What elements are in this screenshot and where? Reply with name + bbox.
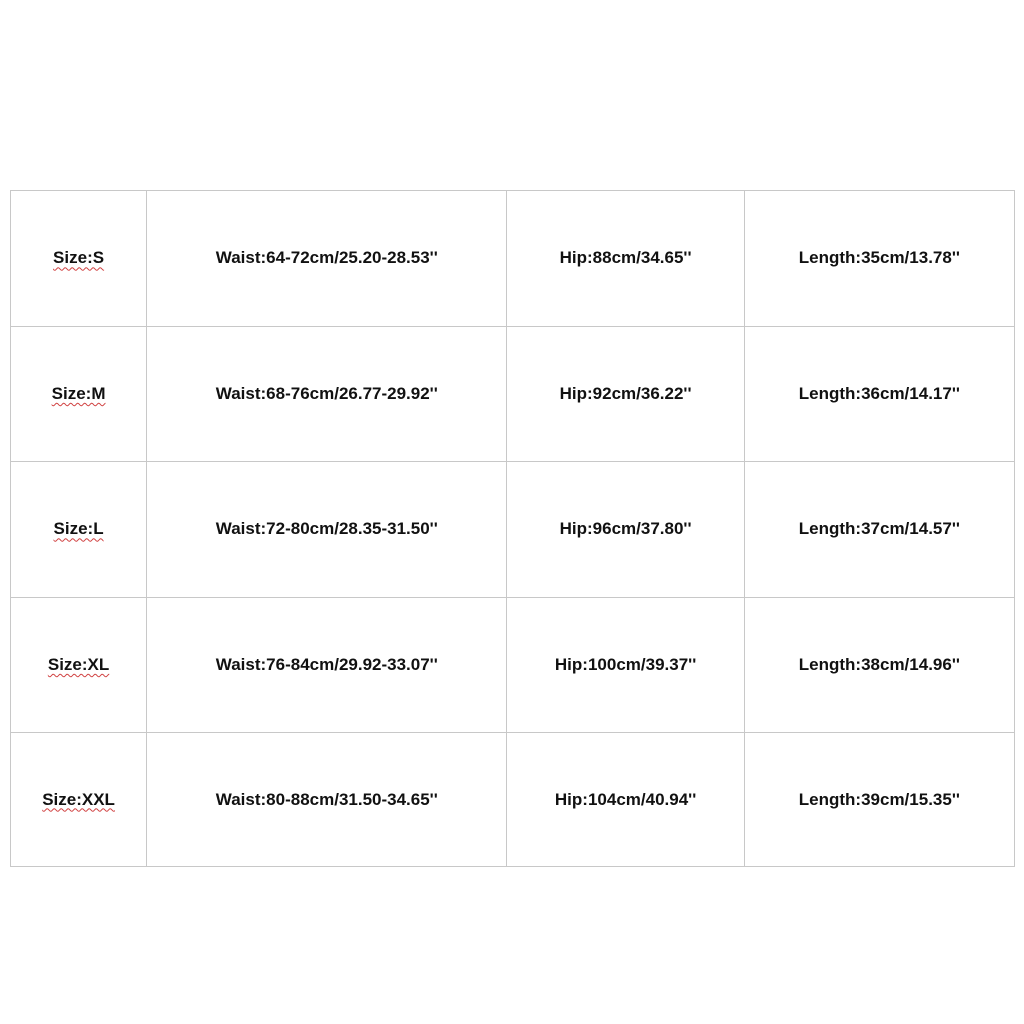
size-label: Size:S — [53, 248, 105, 268]
size-cell — [11, 191, 147, 327]
size-row-m — [11, 326, 1015, 462]
hip-cell: Hip:104cm/40.94'' — [507, 733, 744, 867]
waist-cell: Waist:64-72cm/25.20-28.53'' — [147, 191, 507, 327]
hip-cell: Hip:92cm/36.22'' — [507, 326, 744, 462]
size-row-s — [11, 191, 1015, 327]
size-row-xl — [11, 597, 1015, 733]
length-cell: Length:38cm/14.96'' — [744, 597, 1014, 733]
size-label: Size:XXL — [42, 789, 115, 809]
waist-cell: Waist:68-76cm/26.77-29.92'' — [147, 326, 507, 462]
size-row-l — [11, 462, 1015, 598]
length-cell: Length:37cm/14.57'' — [744, 462, 1014, 598]
size-label: Size:XL — [47, 655, 110, 675]
size-cell — [11, 597, 147, 733]
size-label: Size:L — [53, 519, 104, 539]
waist-cell: Waist:80-88cm/31.50-34.65'' — [147, 733, 507, 867]
waist-cell: Waist:76-84cm/29.92-33.07'' — [147, 597, 507, 733]
size-label: Size:M — [51, 383, 106, 403]
length-cell: Length:39cm/15.35'' — [744, 733, 1014, 867]
size-row-xxl — [11, 733, 1015, 867]
waist-cell: Waist:72-80cm/28.35-31.50'' — [147, 462, 507, 598]
length-cell: Length:36cm/14.17'' — [744, 326, 1014, 462]
size-cell — [11, 733, 147, 867]
hip-cell: Hip:96cm/37.80'' — [507, 462, 744, 598]
size-chart-table — [10, 190, 1015, 867]
length-cell: Length:35cm/13.78'' — [744, 191, 1014, 327]
hip-cell: Hip:100cm/39.37'' — [507, 597, 744, 733]
size-cell — [11, 326, 147, 462]
hip-cell: Hip:88cm/34.65'' — [507, 191, 744, 327]
size-cell — [11, 462, 147, 598]
